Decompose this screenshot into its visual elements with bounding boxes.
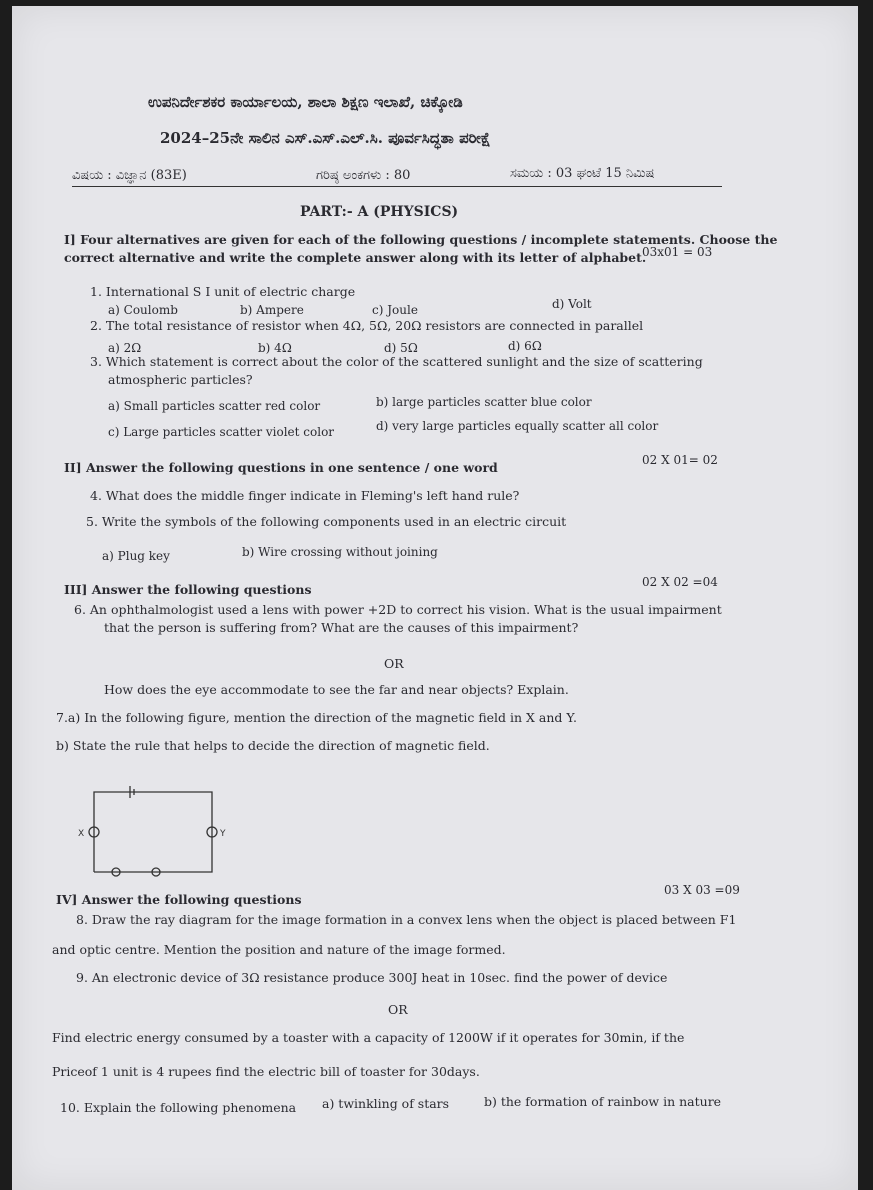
q1-text: 1. International S I unit of electric charge	[90, 284, 356, 299]
q5-option-a: a) Plug key	[102, 549, 170, 563]
section3-title: III] Answer the following questions	[64, 582, 312, 597]
figure-label-x: X	[78, 829, 85, 839]
circuit-figure	[72, 786, 232, 886]
q3-text: 3. Which statement is correct about the color of the scattered sunlight and the size of scattering	[90, 354, 703, 369]
q6-or: OR	[384, 656, 404, 671]
time-label: ಸಮಯ : 03 ಘಂಟೆ 15 ನಿಮಿಷ	[510, 166, 655, 181]
exam-title: 2024–25ನೇ ಸಾಲಿನ ಎಸ್.ಎಸ್.ಎಲ್.ಸಿ. ಪೂರ್ವಸಿದ್ಧತಾ ಪರೀಕ್ಷೆ	[160, 129, 491, 147]
q8-text-line2: and optic centre. Mention the position and nature of the image formed.	[52, 942, 506, 957]
q8-text-line1: 8. Draw the ray diagram for the image formation in a convex lens when the object is placed between F1	[76, 912, 737, 927]
q3-option-c: c) Large particles scatter violet color	[108, 425, 335, 439]
q9-alt-line2: Priceof 1 unit is 4 rupees find the electric bill of toaster for 30days.	[52, 1064, 480, 1079]
q10-option-a: a) twinkling of stars	[322, 1096, 450, 1111]
section1-instruction-line1: I] Four alternatives are given for each of the following questions / incomplete statements. Choose the	[64, 232, 778, 247]
q9-alt-line1: Find electric energy consumed by a toaster with a capacity of 1200W if it operates for 30min, if the	[52, 1030, 685, 1045]
q2-option-d: d) 6Ω	[508, 339, 542, 353]
q3-option-a: a) Small particles scatter red color	[108, 399, 321, 413]
section4-marks: 03 X 03 =09	[664, 883, 740, 897]
q4-text: 4. What does the middle finger indicate in Fleming's left hand rule?	[90, 488, 520, 503]
q7b-text: b) State the rule that helps to decide the direction of magnetic field.	[56, 738, 490, 753]
section2-marks: 02 X 01= 02	[642, 453, 718, 467]
q2-option-c: d) 5Ω	[384, 341, 418, 355]
section3-marks: 02 X 02 =04	[642, 575, 718, 589]
q7a-text: 7.a) In the following figure, mention the direction of the magnetic field in X and Y.	[56, 710, 578, 725]
q6-text-line2: that the person is suffering from? What are the causes of this impairment?	[104, 620, 579, 635]
q2-text: 2. The total resistance of resistor when 4Ω, 5Ω, 20Ω resistors are connected in parallel	[90, 318, 644, 333]
q9-or: OR	[388, 1002, 408, 1017]
q5-option-b: b) Wire crossing without joining	[242, 545, 438, 559]
q10-text: 10. Explain the following phenomena	[60, 1100, 297, 1115]
q9-text: 9. An electronic device of 3Ω resistance produce 300J heat in 10sec. find the power of device	[76, 970, 668, 985]
q1-option-a: a) Coulomb	[108, 303, 178, 317]
office-title: ಉಪನಿರ್ದೇಶಕರ ಕಾರ್ಯಾಲಯ, ಶಾಲಾ ಶಿಕ್ಷಣ ಇಲಾಖೆ, ಚಿಕ್ಕೋಡಿ	[148, 93, 463, 111]
q1-option-d: d) Volt	[552, 297, 592, 311]
q6-alt-text: How does the eye accommodate to see the far and near objects? Explain.	[104, 682, 569, 697]
part-title: PART:- A (PHYSICS)	[300, 204, 459, 220]
q2-option-b: b) 4Ω	[258, 341, 292, 355]
q1-option-c: c) Joule	[372, 303, 418, 317]
q5-text: 5. Write the symbols of the following components used in an electric circuit	[86, 514, 567, 529]
q10-option-b: b) the formation of rainbow in nature	[484, 1094, 722, 1109]
max-marks-label: ಗರಿಷ್ಠ ಅಂಕಗಳು : 80	[316, 168, 411, 183]
q2-option-a: a) 2Ω	[108, 341, 142, 355]
figure-label-y: Y	[220, 829, 226, 839]
q3-option-b: b) large particles scatter blue color	[376, 395, 592, 409]
section1-instruction-line2: correct alternative and write the complete answer along with its letter of alphabet.	[64, 250, 647, 265]
q1-option-b: b) Ampere	[240, 303, 304, 317]
section1-marks: 03x01 = 03	[642, 245, 713, 259]
section4-title: IV] Answer the following questions	[56, 892, 302, 907]
q3-text-cont: atmospheric particles?	[108, 372, 253, 387]
circuit-wire	[94, 792, 212, 872]
section2-title: II] Answer the following questions in one sentence / one word	[64, 460, 498, 475]
q3-option-d: d) very large particles equally scatter all color	[376, 419, 659, 433]
question-paper	[12, 6, 858, 1190]
q6-text-line1: 6. An ophthalmologist used a lens with power +2D to correct his vision. What is the usual impairment	[74, 602, 722, 617]
subject-label: ವಿಷಯ : ವಿಜ್ಞಾನ (83E)	[72, 168, 187, 183]
header-divider	[72, 186, 722, 187]
